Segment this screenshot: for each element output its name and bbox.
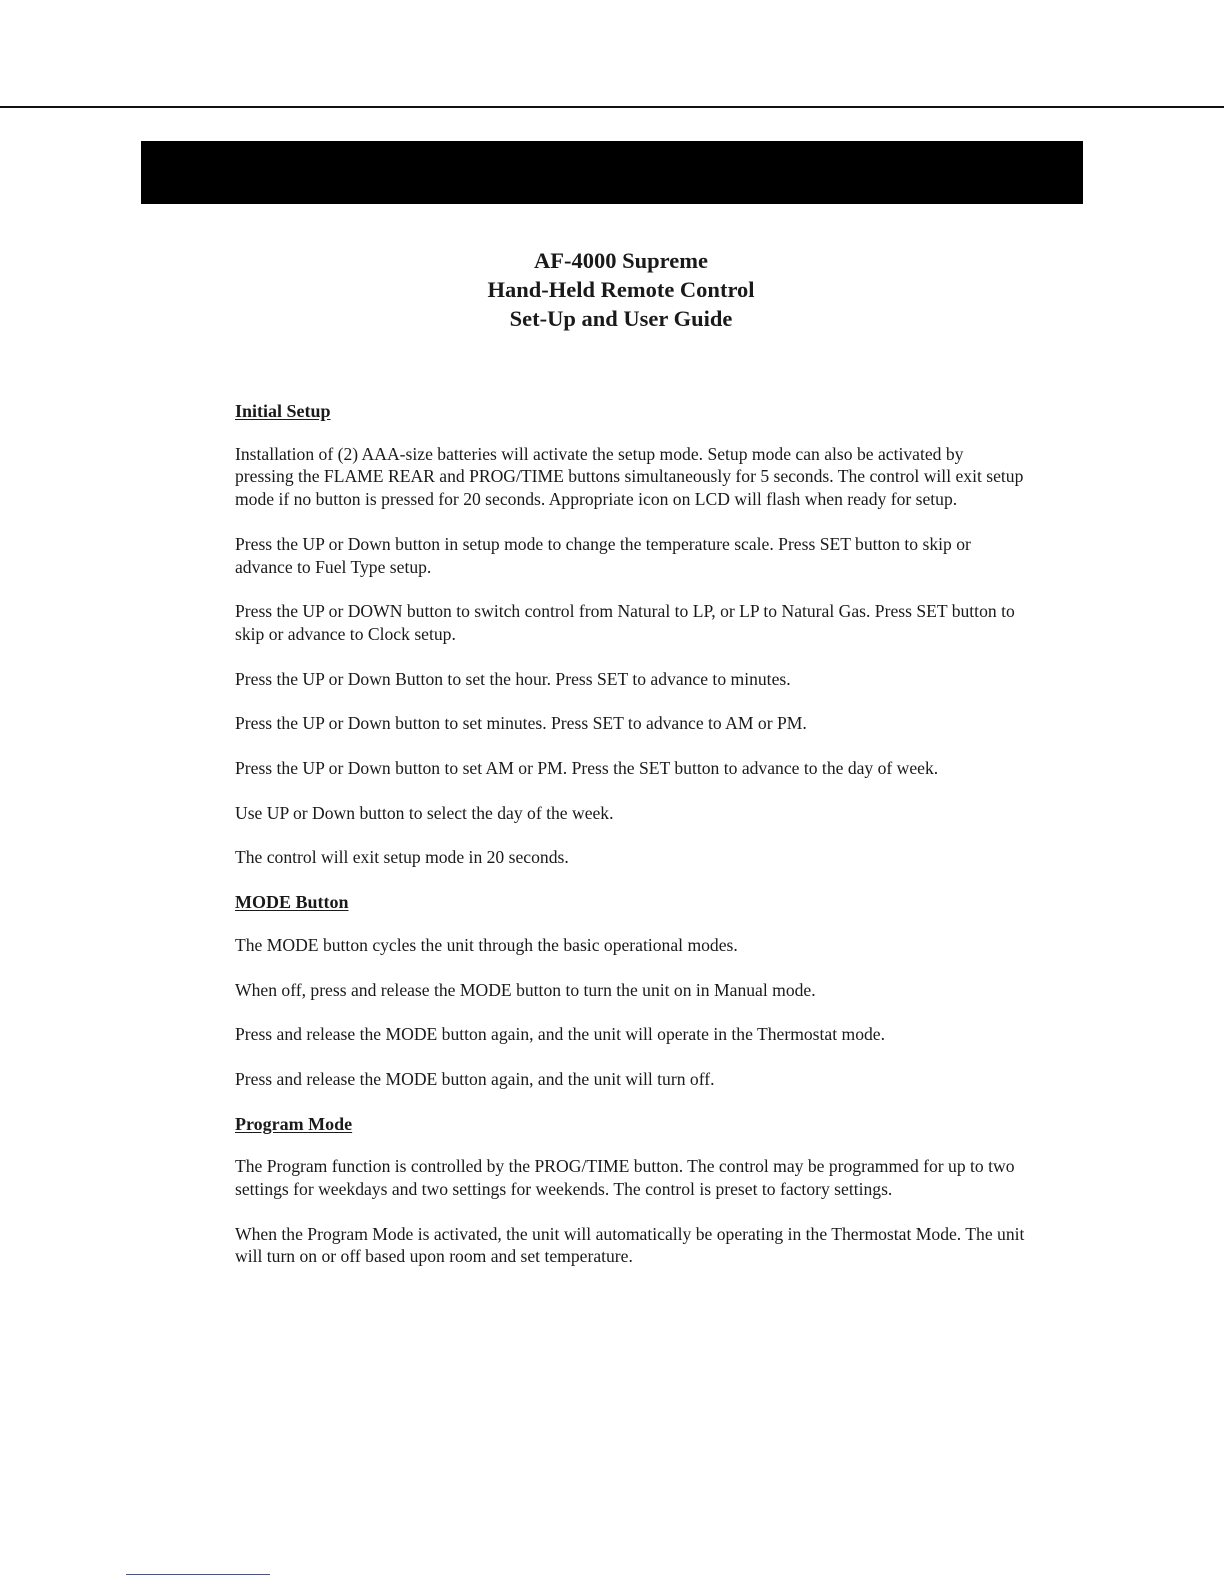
section-initial-setup <box>235 400 1025 869</box>
title-line-guide: Set-Up and User Guide <box>509 306 733 331</box>
paragraph: When the Program Mode is activated, the unit will automatically be operating in the Thermostat Mode. The unit will turn on or off based upon room and set temperature. <box>235 1223 1025 1267</box>
section-heading: Program Mode <box>235 1113 353 1134</box>
paragraph: When off, press and release the MODE button to turn the unit on in Manual mode. <box>235 979 816 1000</box>
section-heading: Initial Setup <box>235 401 331 421</box>
section-mode-button <box>235 891 1025 1091</box>
paragraph: Press the UP or Down button to set AM or PM. Press the SET button to advance to the day of week. <box>235 758 939 779</box>
document-body <box>235 400 1025 1290</box>
document-title <box>141 246 1101 333</box>
title-line-product: Hand-Held Remote Control <box>487 277 755 302</box>
paragraph: Press the UP or DOWN button to switch control from Natural to LP, or LP to Natural Gas. Press SET button to skip or advance to Clock setup. <box>235 601 1015 644</box>
paragraph: Press the UP or Down button in setup mode to change the temperature scale. Press SET button to skip or advance to Fuel Type setup. <box>235 533 971 577</box>
paragraph: Press and release the MODE button again, and the unit will turn off. <box>235 1068 715 1089</box>
paragraph: Press the UP or Down Button to set the hour. Press SET to advance to minutes. <box>235 668 791 689</box>
paragraph: The MODE button cycles the unit through the basic operational modes. <box>235 934 738 955</box>
paragraph: The control will exit setup mode in 20 seconds. <box>235 847 569 868</box>
top-divider-line <box>0 106 1224 108</box>
title-line-model: AF-4000 Supreme <box>534 248 708 273</box>
paragraph: Press and release the MODE button again, and the unit will operate in the Thermostat mode. <box>235 1024 885 1045</box>
section-program-mode <box>235 1113 1025 1269</box>
footnote-divider-line <box>126 1574 270 1575</box>
paragraph: Press the UP or Down button to set minutes. Press SET to advance to AM or PM. <box>235 713 807 734</box>
header-black-bar <box>141 141 1083 204</box>
paragraph: The Program function is controlled by the PROG/TIME button. The control may be programmed for up to two settings for weekdays and two settings for weekends. The control is preset to factory settings. <box>235 1156 1015 1200</box>
section-heading: MODE Button <box>235 892 349 913</box>
paragraph: Use UP or Down button to select the day of the week. <box>235 802 614 823</box>
paragraph: Installation of (2) AAA-size batteries will activate the setup mode. Setup mode can also be activated by pressing the FLAME REAR and PROG/TIME buttons simultaneously for 5 seconds. The control will exit setup mode if no button is pressed for 20 seconds. Appropriate icon on LCD will flash when ready for setup. <box>235 443 1024 510</box>
